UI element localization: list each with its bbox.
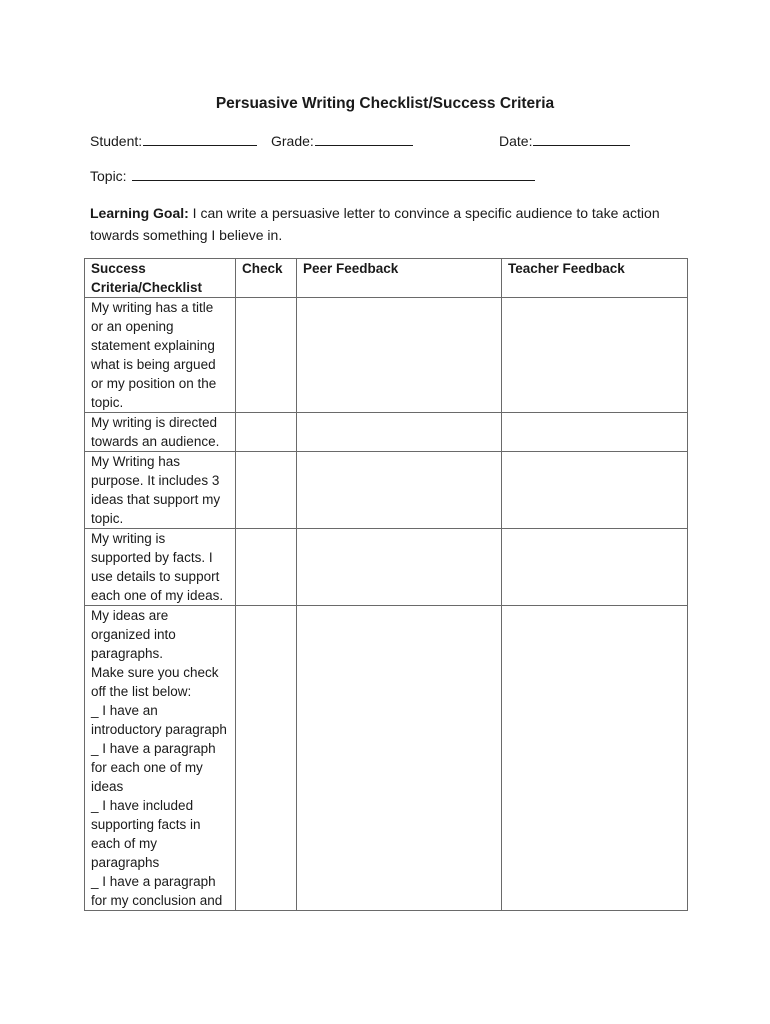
teacher-feedback-cell[interactable]	[502, 452, 688, 529]
table-row	[85, 452, 688, 529]
topic-label: Topic:	[90, 168, 127, 184]
grade-label: Grade:	[271, 133, 314, 149]
topic-field	[90, 168, 535, 184]
peer-feedback-cell[interactable]	[297, 413, 502, 452]
date-blank-line[interactable]	[533, 133, 630, 146]
table-row	[85, 529, 688, 606]
peer-feedback-cell[interactable]	[297, 298, 502, 413]
check-cell[interactable]	[236, 529, 297, 606]
check-cell[interactable]	[236, 606, 297, 911]
header-success-criteria: Success Criteria/Checklist	[85, 259, 236, 298]
learning-goal-label: Learning Goal:	[90, 205, 189, 221]
peer-feedback-cell[interactable]	[297, 606, 502, 911]
criteria-cell: My writing is directed towards an audience.	[85, 413, 236, 452]
page-title: Persuasive Writing Checklist/Success Criteria	[215, 95, 555, 112]
criteria-cell: My writing is supported by facts. I use details to support each one of my ideas.	[85, 529, 236, 606]
peer-feedback-cell[interactable]	[297, 452, 502, 529]
teacher-feedback-cell[interactable]	[502, 298, 688, 413]
table-row	[85, 606, 688, 911]
teacher-feedback-cell[interactable]	[502, 529, 688, 606]
learning-goal-text: I can write a persuasive letter to convince a specific audience to take action towards something I believe in.	[90, 205, 660, 243]
check-cell[interactable]	[236, 413, 297, 452]
success-criteria-table	[84, 258, 688, 911]
teacher-feedback-cell[interactable]	[502, 413, 688, 452]
learning-goal	[90, 202, 670, 246]
header-peer-feedback: Peer Feedback	[297, 259, 502, 298]
criteria-cell: My Writing has purpose. It includes 3 ideas that support my topic.	[85, 452, 236, 529]
date-field	[499, 133, 630, 149]
peer-feedback-cell[interactable]	[297, 529, 502, 606]
grade-field	[271, 133, 413, 149]
criteria-cell: My writing has a title or an opening statement explaining what is being argued or my position on the topic.	[85, 298, 236, 413]
topic-blank-line[interactable]	[132, 168, 535, 181]
student-blank-line[interactable]	[143, 133, 257, 146]
table-header-row	[85, 259, 688, 298]
table-row	[85, 298, 688, 413]
student-label: Student:	[90, 133, 143, 149]
criteria-cell: My ideas are organized into paragraphs. Make sure you check off the list below: _ I have an introductory paragraph _ I have a paragraph for each one of my ideas _ I have included supporting facts in each of my paragraphs _ I have a paragraph for my conclusion and	[85, 606, 236, 911]
check-cell[interactable]	[236, 298, 297, 413]
table-row	[85, 413, 688, 452]
grade-blank-line[interactable]	[315, 133, 413, 146]
teacher-feedback-cell[interactable]	[502, 606, 688, 911]
student-field	[90, 133, 257, 149]
header-teacher-feedback: Teacher Feedback	[502, 259, 688, 298]
date-label: Date:	[499, 133, 533, 149]
header-check: Check	[236, 259, 297, 298]
check-cell[interactable]	[236, 452, 297, 529]
